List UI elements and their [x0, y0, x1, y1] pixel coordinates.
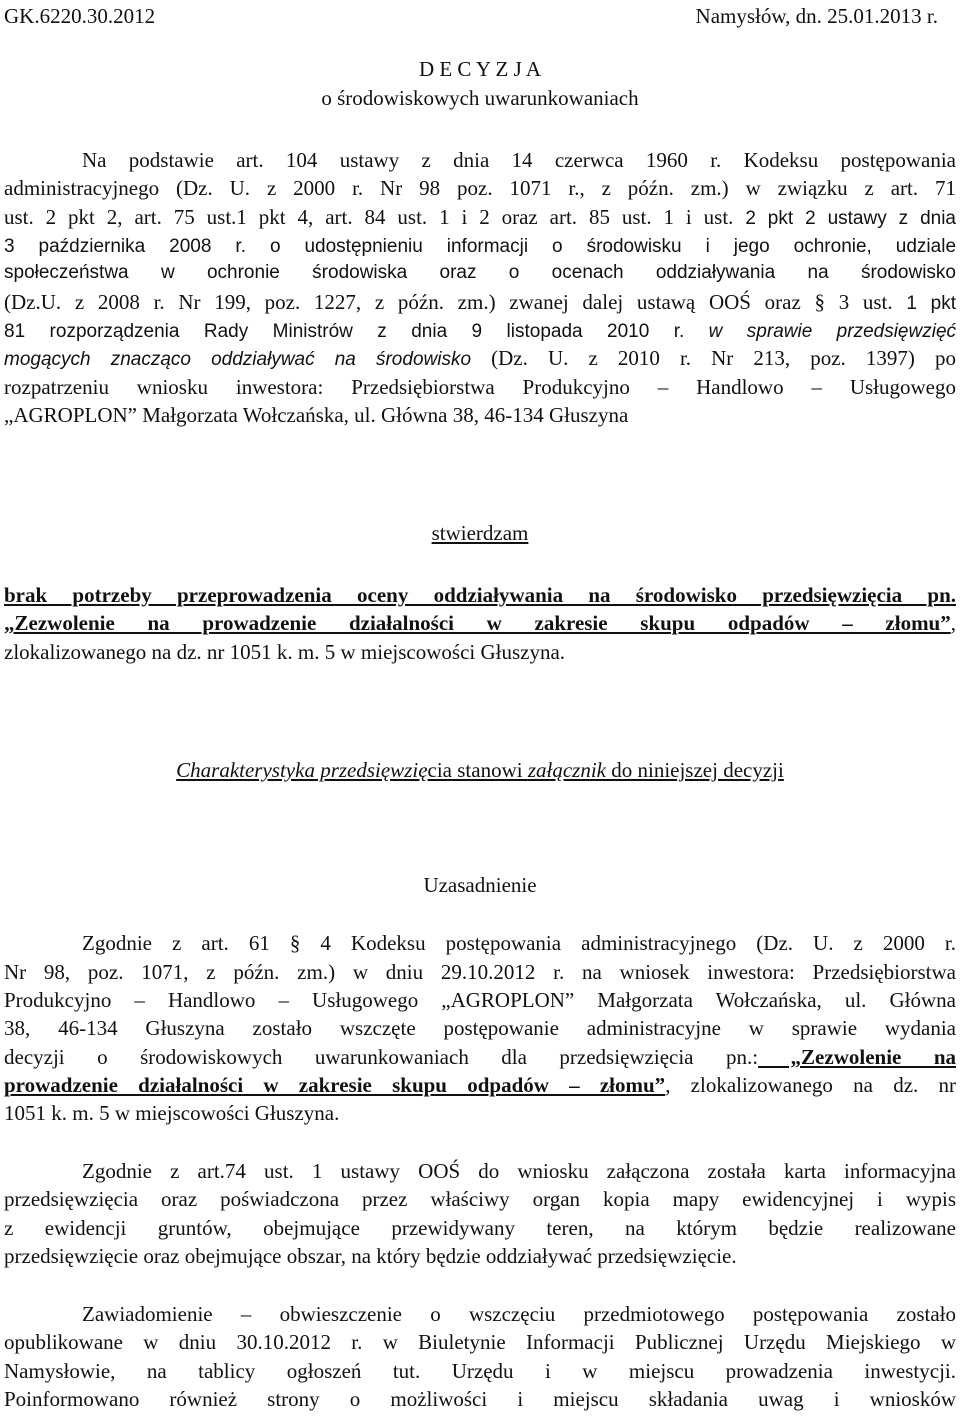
- intro-line: Na podstawie art. 104 ustawy z dnia 14 czerwca 1960 r. Kodeksu postępowania: [82, 148, 956, 172]
- place-date: Namysłów, dn. 25.01.2013 r.: [695, 4, 938, 28]
- document-title: D E C Y Z J A: [418, 57, 542, 81]
- intro-line: społeczeństwa w ochronie środowiska oraz o ocenach oddziaływania na środowisko: [4, 262, 956, 283]
- justification-line: przedsięwzięcia oraz poświadczona przez właściwy organ kopia mapy ewidencyjnej i wypis: [4, 1187, 956, 1211]
- intro-line: rozpatrzeniu wniosku inwestora: Przedsiębiorstwa Produkcyjno – Handlowo – Usługowego: [4, 375, 956, 399]
- justification-line: Namysłowie, na tablicy ogłoszeń tut. Urzędu i w miejscu prowadzenia inwestycji.: [4, 1359, 956, 1383]
- intro-line: „AGROPLON” Małgorzata Wołczańska, ul. Główna 38, 46-134 Głuszyna: [4, 403, 629, 427]
- intro-line: 81 rozporządzenia Rady Ministrów z dnia 9 listopada 2010 r. w sprawie przedsięwzięć: [4, 321, 957, 342]
- decision-line: „Zezwolenie na prowadzenie działalności w zakresie skupu odpadów – złomu”,: [4, 611, 956, 635]
- case-number: GK.6220.30.2012: [4, 4, 156, 28]
- justification-line: przedsięwzięcie oraz obejmujące obszar, na który będzie oddziaływać przedsięwzięcie.: [4, 1244, 737, 1268]
- decision-heading: stwierdzam: [431, 521, 529, 545]
- characteristics-note: Charakterystyka przedsięwzięcia stanowi załącznik do niniejszej decyzji: [176, 758, 784, 782]
- justification-line: prowadzenie działalności w zakresie skupu odpadów – złomu”, zlokalizowanego na dz. nr: [4, 1073, 956, 1097]
- justification-line: Zgodnie z art.74 ust. 1 ustawy OOŚ do wniosku załączona została karta informacyjna: [82, 1159, 957, 1183]
- intro-line: mogących znacząco oddziaływać na środowisko (Dz. U. z 2010 r. Nr 213, poz. 1397) po: [4, 346, 956, 370]
- intro-line: administracyjnego (Dz. U. z 2000 r. Nr 98 poz. 1071 r., z późn. zm.) w związku z art. 71: [4, 176, 956, 200]
- justification-line: Zawiadomienie – obwieszczenie o wszczęciu przedmiotowego postępowania zostało: [82, 1302, 956, 1326]
- justification-line: opublikowane w dniu 30.10.2012 r. w Biuletynie Informacji Publicznej Urzędu Miejskiego w: [4, 1330, 956, 1354]
- justification-line: 1051 k. m. 5 w miejscowości Głuszyna.: [4, 1101, 340, 1125]
- justification-heading: Uzasadnienie: [423, 873, 537, 897]
- justification-line: z ewidencji gruntów, obejmujące przewidywany teren, na którym będzie realizowane: [4, 1216, 956, 1240]
- decision-line: brak potrzeby przeprowadzenia oceny oddziaływania na środowisko przedsięwzięcia pn.: [4, 583, 956, 607]
- justification-line: Nr 98, poz. 1071, z późn. zm.) w dniu 29.10.2012 r. na wniosek inwestora: Przedsiębiorstwa: [4, 960, 956, 984]
- justification-line: Zgodnie z art. 61 § 4 Kodeksu postępowania administracyjnego (Dz. U. z 2000 r.: [82, 931, 956, 955]
- document-subtitle: o środowiskowych uwarunkowaniach: [321, 86, 639, 110]
- justification-line: Produkcyjno – Handlowo – Usługowego „AGROPLON” Małgorzata Wołczańska, ul. Główna: [4, 988, 956, 1012]
- justification-line: decyzji o środowiskowych uwarunkowaniach dla przedsięwzięcia pn.: „Zezwolenie na: [4, 1045, 957, 1069]
- intro-line: ust. 2 pkt 2, art. 75 ust.1 pkt 4, art. 84 ust. 1 i 2 oraz art. 85 ust. 1 i ust. 2 pkt 2 ustawy z dnia: [4, 205, 957, 229]
- intro-line: (Dz.U. z 2008 r. Nr 199, poz. 1227, z późn. zm.) zwanej dalej ustawą OOŚ oraz § 3 ust. 1 pkt: [4, 290, 956, 314]
- justification-line: Poinformowano również strony o możliwości i miejscu składania uwag i wniosków: [4, 1387, 956, 1411]
- justification-line: 38, 46-134 Głuszyna zostało wszczęte postępowanie administracyjne w sprawie wydania: [4, 1016, 956, 1040]
- intro-line: 3 października 2008 r. o udostępnieniu informacji o środowisku i jego ochronie, udziale: [4, 236, 957, 257]
- decision-line: zlokalizowanego na dz. nr 1051 k. m. 5 w miejscowości Głuszyna.: [4, 640, 566, 664]
